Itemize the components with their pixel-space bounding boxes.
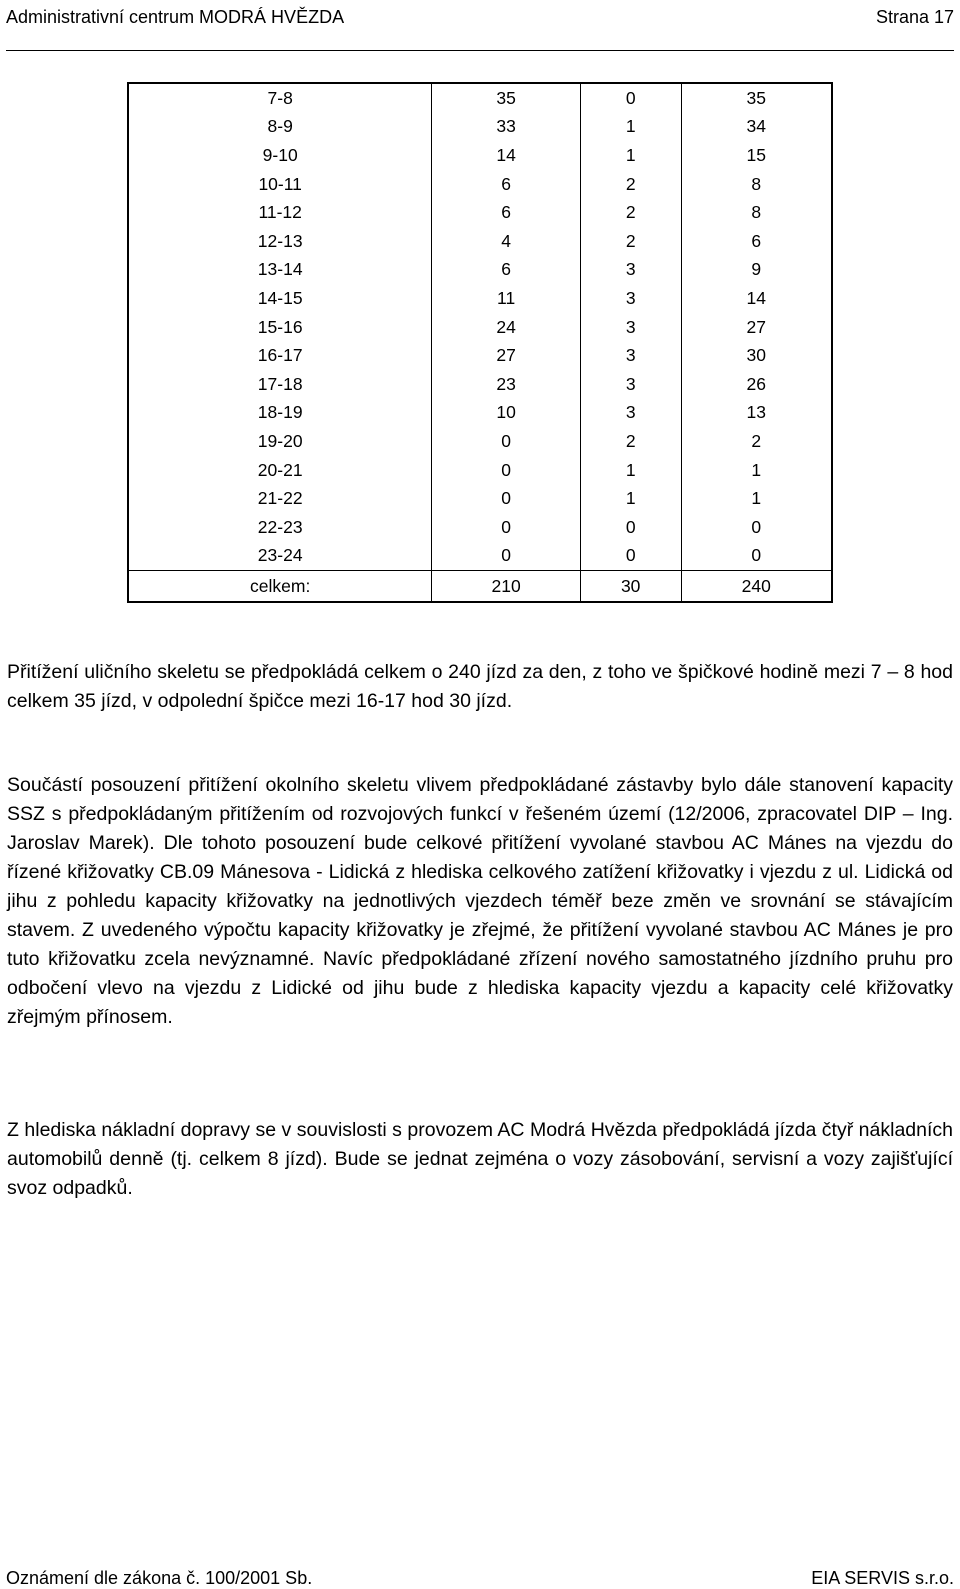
hour-interval-cell: 18-19: [257, 402, 303, 423]
value-cell-total: 35: [681, 83, 832, 113]
value-cell-total: 13: [681, 399, 832, 428]
traffic-table: [127, 82, 833, 603]
value-cell-a: 0: [432, 456, 581, 485]
hour-interval-cell: 7-8: [267, 87, 293, 108]
table-row: [128, 399, 832, 428]
value-cell-b: 0: [580, 83, 681, 113]
value-cell-a: 6: [432, 198, 581, 227]
table-row: [128, 141, 832, 170]
traffic-table-container: [127, 82, 833, 603]
table-row: [128, 370, 832, 399]
hour-interval-cell: 13-14: [257, 259, 303, 280]
value-cell-b: 1: [580, 484, 681, 513]
table-row: [128, 513, 832, 542]
value-cell-b: 2: [580, 427, 681, 456]
value-cell-a: 4: [432, 227, 581, 256]
value-cell-a: 0: [432, 484, 581, 513]
table-row: [128, 256, 832, 285]
value-cell-total: 2: [681, 427, 832, 456]
total-value-cell: 210: [432, 571, 581, 603]
value-cell-total: 15: [681, 141, 832, 170]
value-cell-total: 34: [681, 113, 832, 142]
value-cell-total: 30: [681, 341, 832, 370]
value-cell-b: 1: [580, 456, 681, 485]
hour-interval-cell: 14-15: [257, 287, 303, 308]
hour-interval-cell: 11-12: [258, 202, 302, 223]
hour-interval-cell: 12-13: [257, 230, 303, 251]
value-cell-b: 1: [580, 141, 681, 170]
value-cell-a: 14: [432, 141, 581, 170]
total-label-cell: celkem:: [128, 571, 432, 603]
value-cell-a: 33: [432, 113, 581, 142]
value-cell-total: 1: [681, 484, 832, 513]
value-cell-total: 9: [681, 256, 832, 285]
value-cell-b: 2: [580, 227, 681, 256]
table-row: [128, 456, 832, 485]
value-cell-total: 6: [681, 227, 832, 256]
value-cell-total: 1: [681, 456, 832, 485]
value-cell-a: 6: [432, 170, 581, 199]
table-row: [128, 284, 832, 313]
table-row: [128, 341, 832, 370]
value-cell-b: 3: [580, 399, 681, 428]
hour-interval-cell: 19-20: [257, 430, 303, 451]
hour-interval-cell: 17-18: [257, 373, 303, 394]
value-cell-a: 6: [432, 256, 581, 285]
value-cell-b: 1: [580, 113, 681, 142]
table-row: [128, 198, 832, 227]
hour-interval-cell: 8-9: [267, 116, 293, 137]
value-cell-total: 0: [681, 513, 832, 542]
table-row: [128, 542, 832, 571]
value-cell-a: 27: [432, 341, 581, 370]
value-cell-a: 35: [432, 83, 581, 113]
table-row: [128, 113, 832, 142]
footer-left: Oznámení dle zákona č. 100/2001 Sb.: [6, 1568, 313, 1588]
value-cell-b: 3: [580, 370, 681, 399]
value-cell-b: 3: [580, 256, 681, 285]
paragraph-capacity-assessment: Součástí posouzení přitížení okolního skeletu vlivem předpokládané zástavby bylo dále stanovení kapacity SSZ s předpokládaným přitížením od rozvojových funkcí v řešeném území (12/2006, zpracovatel DIP – Ing. Jaroslav Marek). Dle tohoto posouzení bude celkové přitížení vyvolané stavbou AC Mánes na vjezdu do řízené křižovatky CB.09 Mánesova - Lidická z hlediska celkového zatížení křižovatky i vjezdu z ul. Lidická od jihu z pohledu kapacity křižovatky na jednotlivých vjezdech téměř beze změn ve srovnání se stávajícím stavem. Z uvedeného výpočtu kapacity křižovatky je zřejmé, že přitížení vyvolané stavbou AC Mánes je pro tuto křižovatku zcela nevýznamné. Navíc předpokládané zřízení nového samostatného jízdního pruhu pro odbočení vlevo na vjezdu z Lidické od jihu bude z hlediska kapacity vjezdu a kapacity celé křižovatky zřejmým přínosem.: [7, 774, 953, 1028]
hour-interval-cell: 21-22: [257, 488, 303, 509]
table-row: [128, 227, 832, 256]
value-cell-b: 3: [580, 313, 681, 342]
value-cell-a: 11: [432, 284, 581, 313]
hour-interval-cell: 20-21: [257, 459, 303, 480]
hour-interval-cell: 22-23: [257, 516, 303, 537]
value-cell-b: 0: [580, 542, 681, 571]
table-row: [128, 484, 832, 513]
value-cell-total: 26: [681, 370, 832, 399]
value-cell-a: 23: [432, 370, 581, 399]
total-value-cell: 240: [681, 571, 832, 603]
value-cell-total: 27: [681, 313, 832, 342]
hour-interval-cell: 10-11: [258, 173, 302, 194]
page-number: Strana 17: [875, 7, 954, 27]
table-row: [128, 427, 832, 456]
value-cell-total: 8: [681, 198, 832, 227]
hour-interval-cell: 16-17: [257, 345, 303, 366]
hour-interval-cell: 23-24: [257, 545, 303, 566]
value-cell-b: 0: [580, 513, 681, 542]
value-cell-a: 24: [432, 313, 581, 342]
header-divider: [6, 50, 954, 51]
hour-interval-cell: 15-16: [257, 316, 303, 337]
footer-right: EIA SERVIS s.r.o.: [811, 1568, 954, 1588]
hour-interval-cell: 9-10: [262, 144, 298, 165]
total-value-cell: 30: [580, 571, 681, 603]
value-cell-total: 14: [681, 284, 832, 313]
value-cell-b: 2: [580, 170, 681, 199]
paragraph-load-summary: Přitížení uličního skeletu se předpokládá celkem o 240 jízd za den, z toho ve špičkové hodině mezi 7 – 8 hod celkem 35 jízd, v odpolední špičce mezi 16-17 hod 30 jízd.: [7, 661, 953, 712]
table-row: [128, 83, 832, 113]
table-row: [128, 170, 832, 199]
value-cell-b: 3: [580, 341, 681, 370]
value-cell-a: 0: [432, 542, 581, 571]
value-cell-a: 0: [432, 427, 581, 456]
value-cell-a: 10: [432, 399, 581, 428]
value-cell-total: 0: [681, 542, 832, 571]
value-cell-b: 3: [580, 284, 681, 313]
paragraph-freight-traffic: Z hlediska nákladní dopravy se v souvislosti s provozem AC Modrá Hvězda předpokládá jízda čtyř nákladních automobilů denně (tj. celkem 8 jízd). Bude se jednat zejména o vozy zásobování, servisní a vozy zajišťující svoz odpadků.: [7, 1119, 953, 1199]
table-total-row: [128, 571, 832, 603]
table-row: [128, 313, 832, 342]
value-cell-total: 8: [681, 170, 832, 199]
value-cell-b: 2: [580, 198, 681, 227]
header-title: Administrativní centrum MODRÁ HVĚZDA: [6, 7, 345, 27]
value-cell-a: 0: [432, 513, 581, 542]
